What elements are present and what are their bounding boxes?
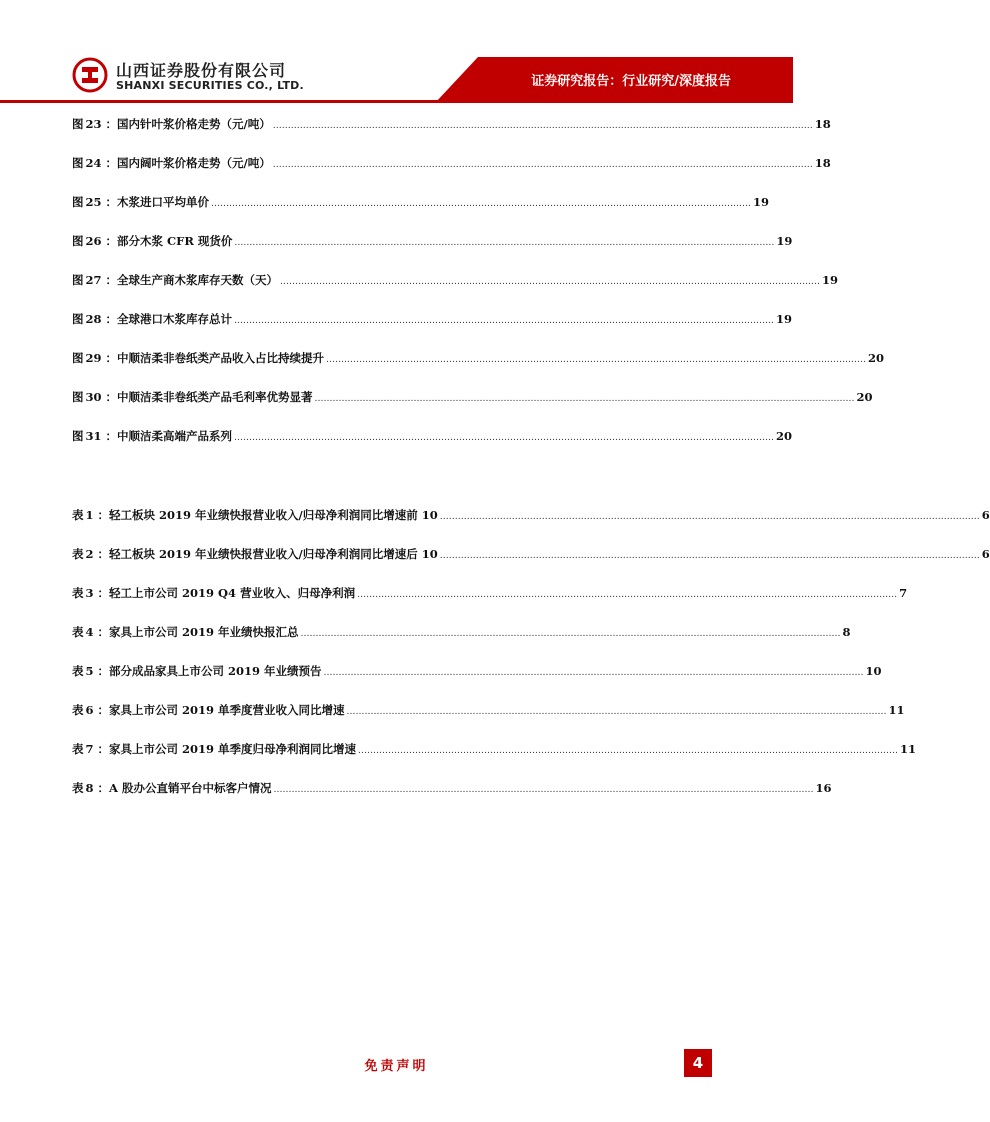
toc-entry[interactable]: 表 3 ： 轻工上市公司 2019 Q4 营业收入、归母净利润 ……………………………………………………………………………………………………………………………………………………………… 7 [72, 586, 908, 600]
toc-number: 7 [85, 742, 94, 756]
toc-page: 18 [814, 156, 831, 170]
toc-entry[interactable]: 图 30 ： 中顺洁柔非卷纸类产品毛利率优势显著 ……………………………………………………………………………………………………………………………………………………………… 20 [72, 390, 873, 404]
toc-label: 表 [72, 781, 84, 795]
toc-entry[interactable]: 图 23 ： 国内针叶浆价格走势（元/吨） ……………………………………………………………………………………………………………………………………………………………… 18 [72, 117, 831, 131]
toc-title: 轻工板块 2019 年业绩快报营业收入/归母净利润同比增速后 10 [109, 547, 438, 561]
page-header [0, 0, 793, 110]
company-logo-icon [72, 57, 108, 93]
toc-title: 中顺洁柔非卷纸类产品收入占比持续提升 [117, 351, 325, 365]
toc-number: 24 [85, 156, 102, 170]
toc-number: 31 [85, 429, 102, 443]
toc-label: 图 [72, 156, 84, 170]
toc-title: 部分成品家具上市公司 2019 年业绩预告 [109, 664, 322, 678]
toc-page: 19 [822, 273, 839, 287]
toc-page: 20 [868, 351, 885, 365]
disclaimer-link[interactable]: 免责声明 [364, 1059, 429, 1074]
toc-label: 图 [72, 234, 84, 248]
toc-entry[interactable]: 图 29 ： 中顺洁柔非卷纸类产品收入占比持续提升 ……………………………………………………………………………………………………………………………………………………………… 20 [72, 351, 885, 365]
toc-number: 27 [85, 273, 102, 287]
toc-page: 10 [865, 664, 882, 678]
toc-entry[interactable]: 图 27 ： 全球生产商木浆库存天数（天） ……………………………………………………………………………………………………………………………………………………………… 19 [72, 273, 839, 287]
toc-label: 图 [72, 351, 84, 365]
toc-label: 表 [72, 586, 84, 600]
toc-entry[interactable]: 图 25 ： 木浆进口平均单价 ……………………………………………………………………………………………………………………………………………………………… 19 [72, 195, 770, 209]
report-type-label: 证券研究报告：行业研究/深度报告 [531, 74, 731, 89]
toc-title: 家具上市公司 2019 单季度营业收入同比增速 [109, 703, 345, 717]
toc-entry[interactable]: 图 28 ： 全球港口木浆库存总计 ……………………………………………………………………………………………………………………………………………………………… 19 [72, 312, 793, 326]
company-name-cn: 山西证券股份有限公司 [116, 61, 287, 80]
toc-page: 16 [815, 781, 832, 795]
toc-entry[interactable]: 表 6 ： 家具上市公司 2019 单季度营业收入同比增速 ……………………………………………………………………………………………………………………………………………………………… 11 [72, 703, 905, 717]
toc-entry[interactable]: 图 31 ： 中顺洁柔高端产品系列 ……………………………………………………………………………………………………………………………………………………………… 20 [72, 429, 793, 443]
toc-label: 表 [72, 508, 84, 522]
toc-title: 中顺洁柔非卷纸类产品毛利率优势显著 [117, 390, 313, 404]
toc-label: 图 [72, 117, 84, 131]
toc-page: 19 [776, 312, 793, 326]
toc-entry[interactable]: 表 4 ： 家具上市公司 2019 年业绩快报汇总 ……………………………………………………………………………………………………………………………………………………………… 8 [72, 625, 851, 639]
toc-page: 19 [753, 195, 770, 209]
toc-label: 表 [72, 703, 84, 717]
toc-entry[interactable]: 表 7 ： 家具上市公司 2019 单季度归母净利润同比增速 ……………………………………………………………………………………………………………………………………………………………… 11 [72, 742, 917, 756]
toc-page: 11 [888, 703, 905, 717]
toc-number: 2 [85, 547, 94, 561]
toc-title: 国内针叶浆价格走势（元/吨） [117, 117, 271, 131]
toc-label: 图 [72, 429, 84, 443]
toc-label: 表 [72, 625, 84, 639]
toc-page: 6 [981, 508, 990, 522]
toc-title: 全球生产商木浆库存天数（天） [117, 273, 279, 287]
toc-entry[interactable]: 表 5 ： 部分成品家具上市公司 2019 年业绩预告 ……………………………………………………………………………………………………………………………………………………………… 10 [72, 664, 882, 678]
page-number: 4 [684, 1049, 712, 1077]
toc-label: 表 [72, 547, 84, 561]
header-red-banner [0, 0, 793, 110]
toc-label: 图 [72, 273, 84, 287]
toc-entry[interactable]: 图 26 ： 部分木浆 CFR 现货价 ……………………………………………………………………………………………………………………………………………………………… 19 [72, 234, 793, 248]
toc-number: 28 [85, 312, 102, 326]
toc-page: 19 [776, 234, 793, 248]
toc-label: 图 [72, 390, 84, 404]
toc-number: 6 [85, 703, 94, 717]
toc-entry[interactable]: 表 8 ： A 股办公直销平台中标客户情况 ……………………………………………………………………………………………………………………………………………………………… 16 [72, 781, 832, 795]
toc-number: 4 [85, 625, 94, 639]
toc-page: 8 [842, 625, 851, 639]
toc-number: 25 [85, 195, 102, 209]
toc-number: 23 [85, 117, 102, 131]
toc-number: 30 [85, 390, 102, 404]
toc-entry[interactable]: 表 2 ： 轻工板块 2019 年业绩快报营业收入/归母净利润同比增速后 10 ……………………………………………………………………………………………………………………………………………………………… 6 [72, 547, 990, 561]
toc-title: 部分木浆 CFR 现货价 [117, 234, 233, 248]
toc-label: 表 [72, 664, 84, 678]
toc-title: 轻工上市公司 2019 Q4 营业收入、归母净利润 [109, 586, 356, 600]
toc-title: 国内阔叶浆价格走势（元/吨） [117, 156, 271, 170]
toc-number: 26 [85, 234, 102, 248]
toc-title: 家具上市公司 2019 单季度归母净利润同比增速 [109, 742, 357, 756]
toc-entry[interactable]: 表 1 ： 轻工板块 2019 年业绩快报营业收入/归母净利润同比增速前 10 ……………………………………………………………………………………………………………………………………………………………… 6 [72, 508, 990, 522]
toc-title: 木浆进口平均单价 [117, 195, 210, 209]
toc-label: 表 [72, 742, 84, 756]
company-name-en: SHANXI SECURITIES CO., LTD. [116, 79, 304, 92]
toc-title: 家具上市公司 2019 年业绩快报汇总 [109, 625, 299, 639]
toc-title: 全球港口木浆库存总计 [117, 312, 233, 326]
toc-title: 轻工板块 2019 年业绩快报营业收入/归母净利润同比增速前 10 [109, 508, 438, 522]
toc-title: 中顺洁柔高端产品系列 [117, 429, 233, 443]
toc-label: 图 [72, 312, 84, 326]
toc-number: 3 [85, 586, 94, 600]
toc-label: 图 [72, 195, 84, 209]
toc-page: 7 [899, 586, 908, 600]
toc-page: 11 [900, 742, 917, 756]
toc-number: 29 [85, 351, 102, 365]
toc-page: 18 [814, 117, 831, 131]
toc-page: 6 [981, 547, 990, 561]
toc-number: 1 [85, 508, 94, 522]
toc-page: 20 [776, 429, 793, 443]
toc-entry[interactable]: 图 24 ： 国内阔叶浆价格走势（元/吨） ……………………………………………………………………………………………………………………………………………………………… 18 [72, 156, 831, 170]
toc-title: A 股办公直销平台中标客户情况 [109, 781, 272, 795]
toc-page: 20 [856, 390, 873, 404]
toc-number: 5 [85, 664, 94, 678]
toc-number: 8 [85, 781, 94, 795]
